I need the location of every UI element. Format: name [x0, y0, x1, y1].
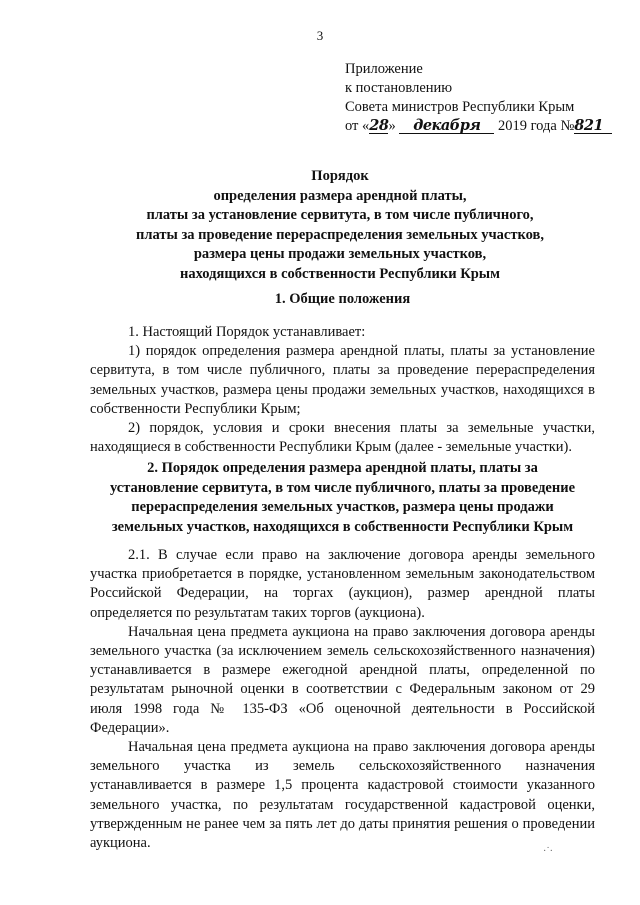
handwritten-day: 28 [369, 117, 389, 134]
handwritten-number: 821 [574, 118, 612, 134]
paragraph: Начальная цена предмета аукциона на право заключения договора аренды земельного участка из земель сельскохозяйственного назначения устанавливается в размере 1,5 процента кадастровой стоимости указанного земельного участка, по результатам государственной кадастровой оценки, утвержденным не ранее чем за пять лет до даты принятия решения о проведении аукциона. [90, 739, 595, 852]
title-line: Порядок [311, 168, 369, 184]
title-line: определения размера арендной платы, [213, 187, 467, 204]
page-number: 3 [316, 28, 324, 43]
year-text: 2019 года № [497, 118, 575, 134]
scan-mark: ·˙· [543, 846, 553, 857]
appendix-date-line [345, 117, 612, 136]
date-prefix: от « [345, 118, 370, 134]
paragraph: 1. Настоящий Порядок устанавливает: [128, 324, 366, 340]
heading-line: установление сервитута, в том числе публичного, платы за проведение [109, 479, 576, 496]
paragraph: 2.1. В случае если право на заключение договора аренды земельного участка приобретается в порядке, установленном земельным законодательством Российской Федерации, на торгах (аукцион), размер арендной платы определяется по результатам таких торгов (аукциона). [90, 547, 595, 621]
appendix-line: Приложение [345, 61, 423, 77]
document-title [60, 167, 620, 284]
paragraph: Начальная цена предмета аукциона на право заключения договора аренды земельного участка (за исключением земель сельскохозяйственного назначения) устанавливается в размере ежегодной арендной платы, определенной по результатам рыночной оценки в соответствии с Федеральным законом от 29 июля 1998 года № 135-ФЗ «Об оценочной деятельности в Российской Федерации». [90, 623, 595, 736]
title-line: размера цены продажи земельных участков, [193, 246, 487, 262]
appendix-block [345, 60, 612, 136]
title-line: платы за проведение перераспределения земельных участков, [136, 226, 544, 243]
heading-line: 2. Порядок определения размера арендной платы, платы за [147, 460, 538, 476]
section-1-body [90, 323, 595, 457]
section-2-heading [90, 459, 595, 537]
heading-line: перераспределения земельных участков, размера цены продажи [131, 499, 554, 515]
date-mid: » [388, 118, 396, 134]
paragraph: 1) порядок определения размера арендной платы, платы за установление сервитута, в том числе публичного, платы за проведение перераспределения земельных участков, размера цены продажи земельных участков, находящихся в собственности Республики Крым; [90, 343, 595, 417]
section-2-body [90, 546, 595, 853]
appendix-line: к постановлению [345, 80, 453, 96]
handwritten-month: декабря [399, 118, 494, 134]
section-1-heading: 1. Общие положения [274, 291, 411, 307]
appendix-line: Совета министров Республики Крым [345, 99, 575, 115]
title-line: находящихся в собственности Республики Крым [180, 265, 500, 282]
heading-line: земельных участков, находящихся в собственности Республики Крым [111, 518, 574, 535]
title-line: платы за установление сервитута, в том числе публичного, [146, 207, 534, 223]
paragraph: 2) порядок, условия и сроки внесения платы за земельные участки, находящиеся в собственности Республики Крым (далее - земельные участки). [90, 420, 595, 456]
